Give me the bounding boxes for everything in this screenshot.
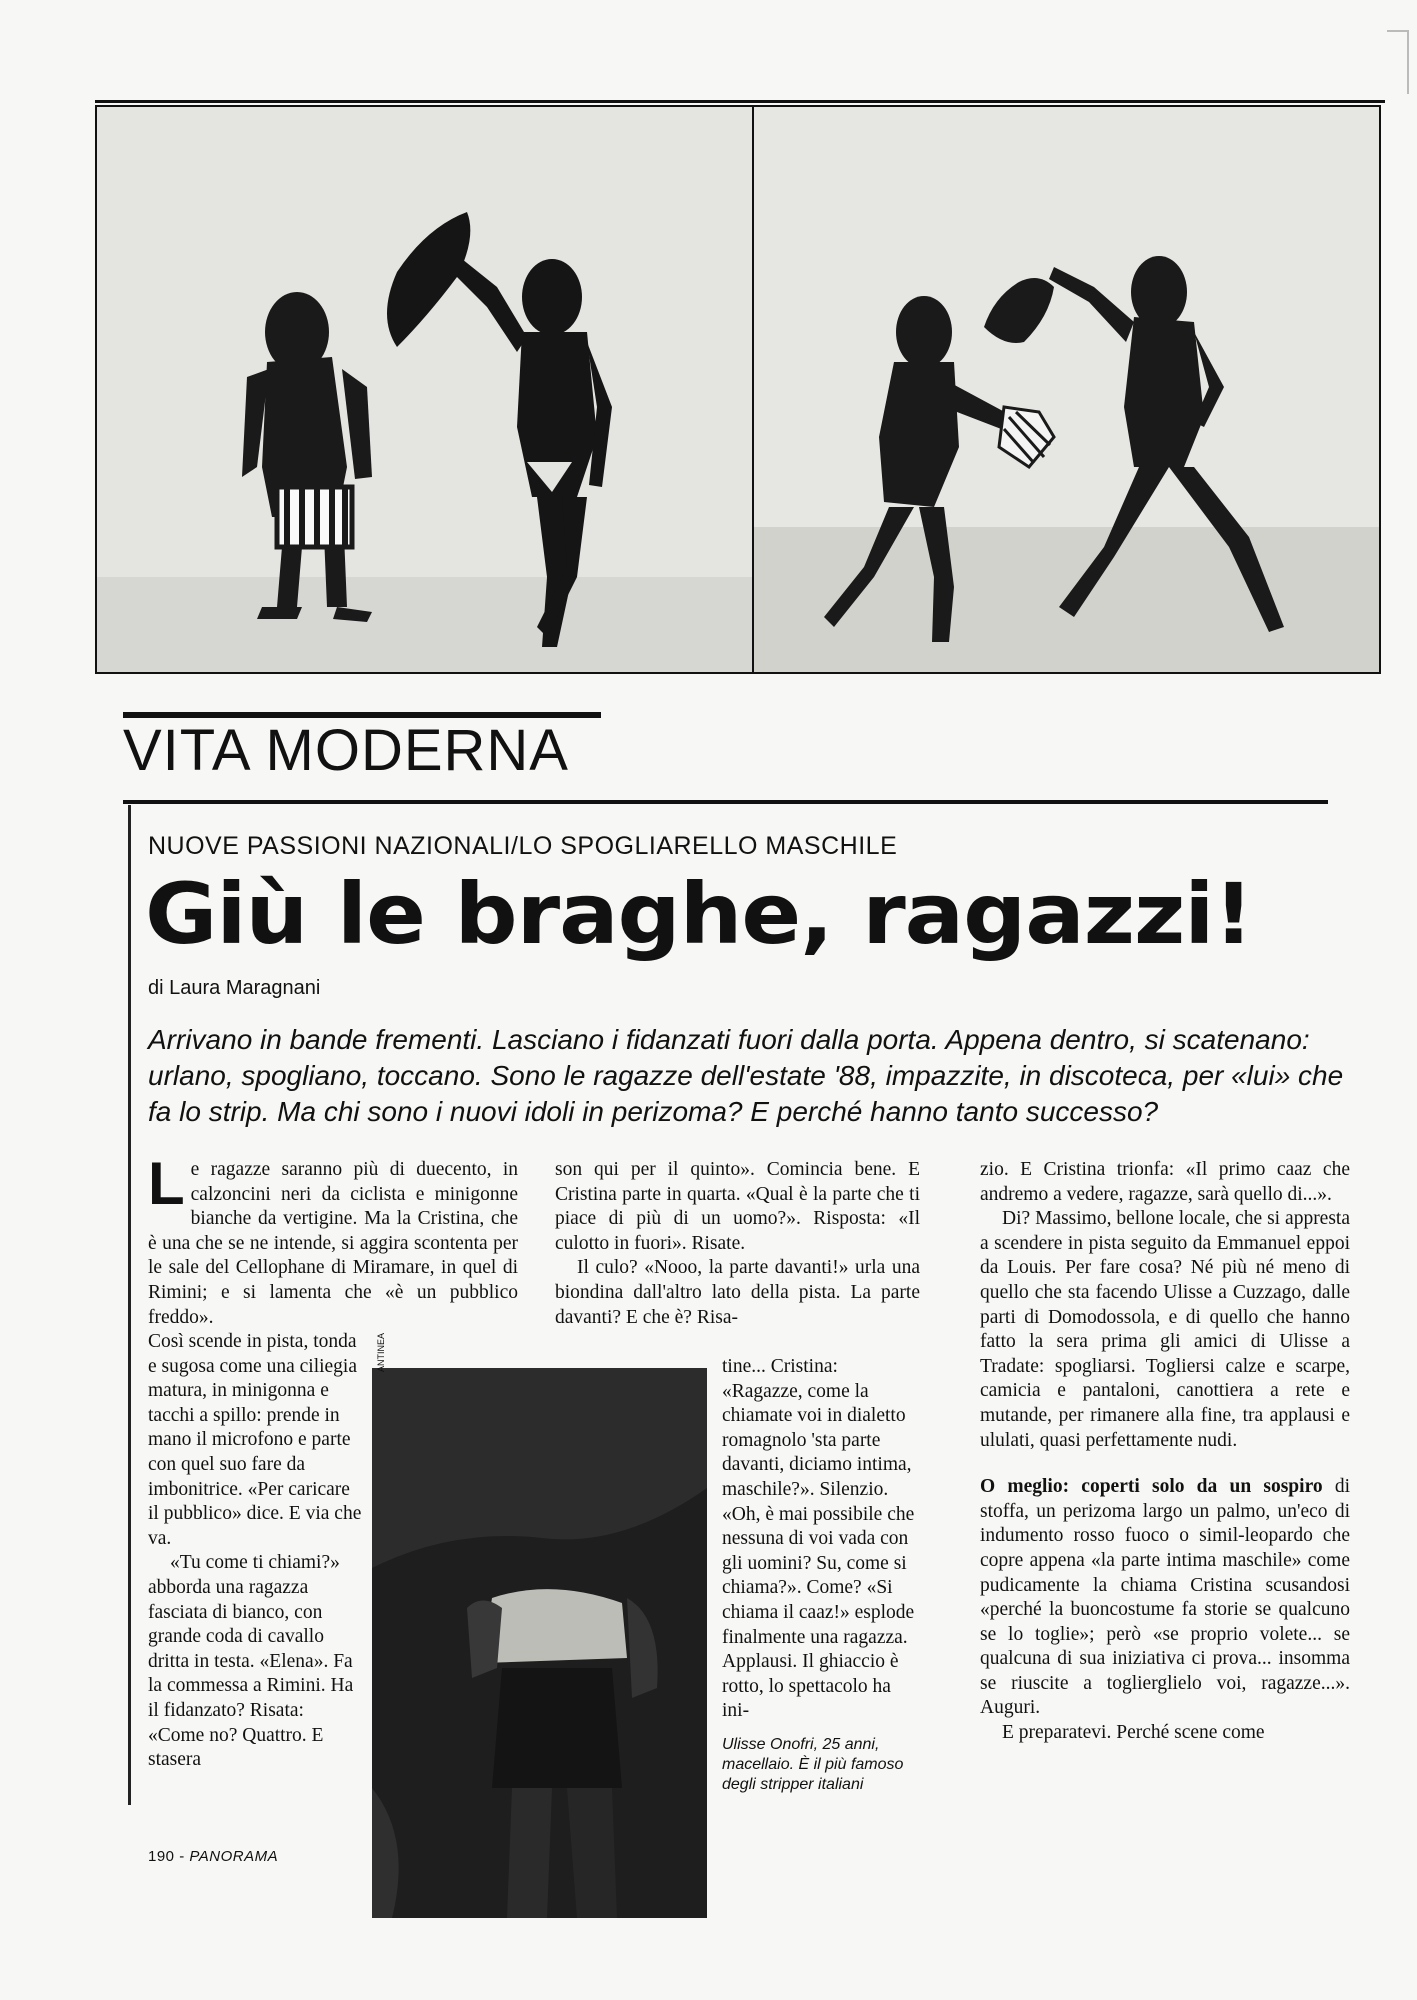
- paragraph: Così scende in pista, tonda e sugosa come una ciliegia matura, in minigonna e tacchi a spillo: prende in mano il microfono e parte con quel suo fare da imbonitrice. «Per caricare il pubblico» dice. E via che va.: [148, 1331, 362, 1549]
- paragraph: e ragazze saranno più di duecento, in calzoncini neri da ciclista e minigonne bianche da vertigine. Ma la Cristina, che è una che se ne intende, si aggira scontenta per le sale del Cellophane di Miramare, in quel di Rimini; e si lamenta che «è un pubblico freddo».: [148, 1159, 518, 1328]
- body-column-3: [980, 1158, 1350, 1746]
- section-title: VITA MODERNA: [123, 718, 569, 783]
- standfirst: Arrivano in bande frementi. Lasciano i fidanzati fuori dalla porta. Appena dentro, si scatenano: urlano, spogliano, toccano. Sono le ragazze dell'estate '88, impazzite, in discoteca, per «lui» che fa lo strip. Ma chi sono i nuovi idoli in perizoma? E perché hanno tanto successo?: [148, 1024, 1344, 1127]
- section-separator: [123, 800, 1328, 804]
- paragraph: tine... Cristina: «Ragazze, come la chiamate voi in dialetto romagnolo 'sta parte davanti, diciamo intima, maschile?». Silenzio. «Oh, è mai possibile che nessuna di voi vada con gli uomini? Su, come si chiama?». Come? «Si chiama il caaz!» esplode finalmente una ragazza. Applausi. Il ghiaccio è rotto, lo spettacolo ha ini-: [722, 1356, 915, 1722]
- paragraph: E preparatevi. Perché scene come: [1002, 1722, 1265, 1744]
- paragraph: Di? Massimo, bellone locale, che si appresta a scendere in pista seguito da Emmanuel eppoi da Louis. Per fare cosa? Né più né meno di quello che sta facendo Ulisse a Cuzzago, dalle parti di Domodossola, e di quello che hanno fatto la sera prima gli amici di Ulisse a Tradate: spogliarsi. Togliersi calze e scarpe, camicia e pantaloni, canottiera a rete e mutande, per rimanere alla fine, tra applausi e ululati, quasi perfettamente nudi.: [980, 1208, 1350, 1451]
- photo-credit: ANTINEA: [376, 1332, 386, 1372]
- stripper-photo: [372, 1368, 707, 1918]
- page-corner-mark: [1387, 30, 1409, 94]
- page-folio: [148, 1848, 278, 1865]
- paragraph-lead: O meglio: coperti solo da un sospiro: [980, 1476, 1323, 1498]
- body-column-2-top: [555, 1158, 920, 1330]
- byline: di Laura Maragnani: [148, 977, 321, 999]
- photo-left-illustration: [97, 107, 752, 672]
- kicker: NUOVE PASSIONI NAZIONALI/LO SPOGLIARELLO MASCHILE: [148, 832, 898, 860]
- drop-cap: L: [148, 1150, 185, 1217]
- page-number: 190 -: [148, 1848, 190, 1865]
- photo-two-men-right: [752, 105, 1381, 674]
- paragraph: zio. E Cristina trionfa: «Il primo caaz che andremo a vedere, ragazze, sarà quello di...».: [980, 1159, 1350, 1205]
- magazine-name: PANORAMA: [189, 1848, 279, 1865]
- left-margin-rule: [128, 805, 131, 1805]
- paragraph: son qui per il quinto». Comincia bene. E Cristina parte in quarta. «Qual è la parte che ti piace di più di un uomo?». Risposta: «Il culotto in fuori». Risate.: [555, 1159, 920, 1254]
- paragraph: di stoffa, un perizoma largo un palmo, un'eco di indumento rosso fuoco o simil-leopardo che copre appena «la parte intima maschile» come pudicamente la chiama Cristina scusandosi «perché la buoncostume fa storie se qualcuno se lo toglie»; però «se proprio volete... se qualcuna di sua iniziativa ci prova... insomma se riuscite a toglierglielo voi, ragazze...». Auguri.: [980, 1476, 1350, 1719]
- photo-right-illustration: [754, 107, 1379, 672]
- photo-caption: Ulisse Onofri, 25 anni, macellaio. È il più famoso degli stripper italiani: [722, 1736, 904, 1793]
- headline: Giù le braghe, ragazzi!: [145, 865, 1253, 963]
- stripper-photo-illustration: [372, 1368, 707, 1918]
- paragraph: Il culo? «Nooo, la parte davanti!» urla una biondina dall'altro lato della pista. La parte davanti? E che è? Risa-: [555, 1257, 920, 1328]
- body-column-2-wrap: [722, 1355, 920, 1724]
- top-rule: [95, 100, 1385, 103]
- body-column-1-top: [148, 1150, 518, 1330]
- paragraph: «Tu come ti chiami?» abborda una ragazza fasciata di bianco, con grande coda di cavallo dritta in testa. «Elena». Fa la commessa a Rimini. Ha il fidanzato? Risata: «Come no? Quattro. E stasera: [148, 1552, 354, 1771]
- photo-two-men-left: [95, 105, 754, 674]
- body-column-1-wrap: [148, 1330, 363, 1773]
